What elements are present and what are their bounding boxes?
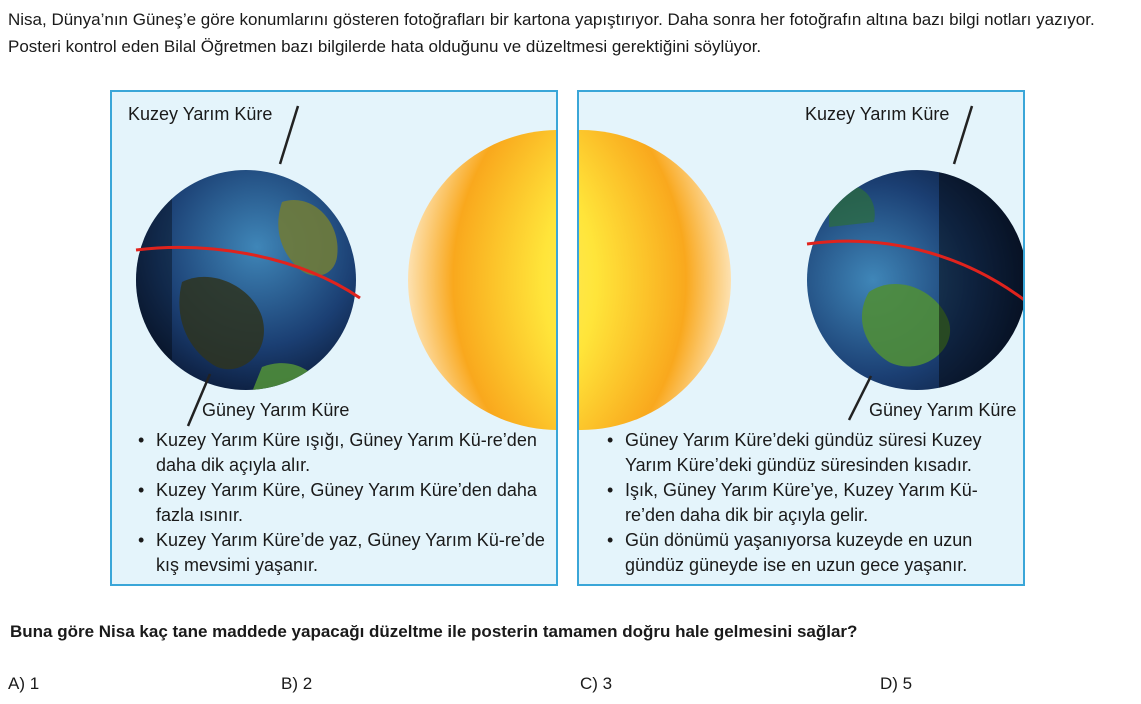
note-item: • Kuzey Yarım Küre ışığı, Güney Yarım Kü-re’den daha dik açıyla alır. (138, 428, 550, 478)
question-text: Buna göre Nisa kaç tane maddede yapacağı düzeltme ile posterin tamamen doğru hale gelmesini sağlar? (10, 622, 858, 641)
sun-half-right (579, 130, 731, 430)
sun-half-left (408, 130, 558, 430)
earth-globe-left (132, 106, 360, 426)
note-item: • Işık, Güney Yarım Küre’ye, Kuzey Yarım Kü-re’den daha dik bir açıyla gelir. (607, 478, 1015, 528)
note-item: • Kuzey Yarım Küre, Güney Yarım Küre’den daha fazla ısınır. (138, 478, 550, 528)
left-poster-panel (110, 90, 558, 586)
intro-text: Nisa, Dünya’nın Güneş’e göre konumlarını gösteren fotoğrafları bir kartona yapıştırıyor. Daha sonra her fotoğrafın altına bazı bilgi notları yazıyor. Posteri kontrol eden Bilal Öğretmen bazı bilgilerde hata olduğunu ve düzeltmesi gerektiğini söylüyor. (8, 10, 1095, 56)
earth-globe-right (807, 106, 1025, 420)
right-notes-list (607, 428, 1015, 578)
note-item: • Kuzey Yarım Küre’de yaz, Güney Yarım Kü-re’de kış mevsimi yaşanır. (138, 528, 550, 578)
option-a[interactable]: A) 1 (8, 674, 40, 693)
south-hemisphere-label: Güney Yarım Küre (869, 400, 1017, 420)
south-hemisphere-label: Güney Yarım Küre (202, 400, 350, 420)
note-item: • Güney Yarım Küre’deki gündüz süresi Kuzey Yarım Küre’deki gündüz süresinden kısadır. (607, 428, 1015, 478)
option-b[interactable]: B) 2 (281, 674, 313, 693)
right-poster-panel (577, 90, 1025, 586)
north-hemisphere-label: Kuzey Yarım Küre (805, 104, 950, 124)
note-item: • Gün dönümü yaşanıyorsa kuzeyde en uzun gündüz güneyde ise en uzun gece yaşanır. (607, 528, 1015, 578)
left-notes-list (138, 428, 550, 578)
option-d[interactable]: D) 5 (880, 674, 913, 693)
north-hemisphere-label: Kuzey Yarım Küre (128, 104, 273, 124)
option-c[interactable]: C) 3 (580, 674, 613, 693)
